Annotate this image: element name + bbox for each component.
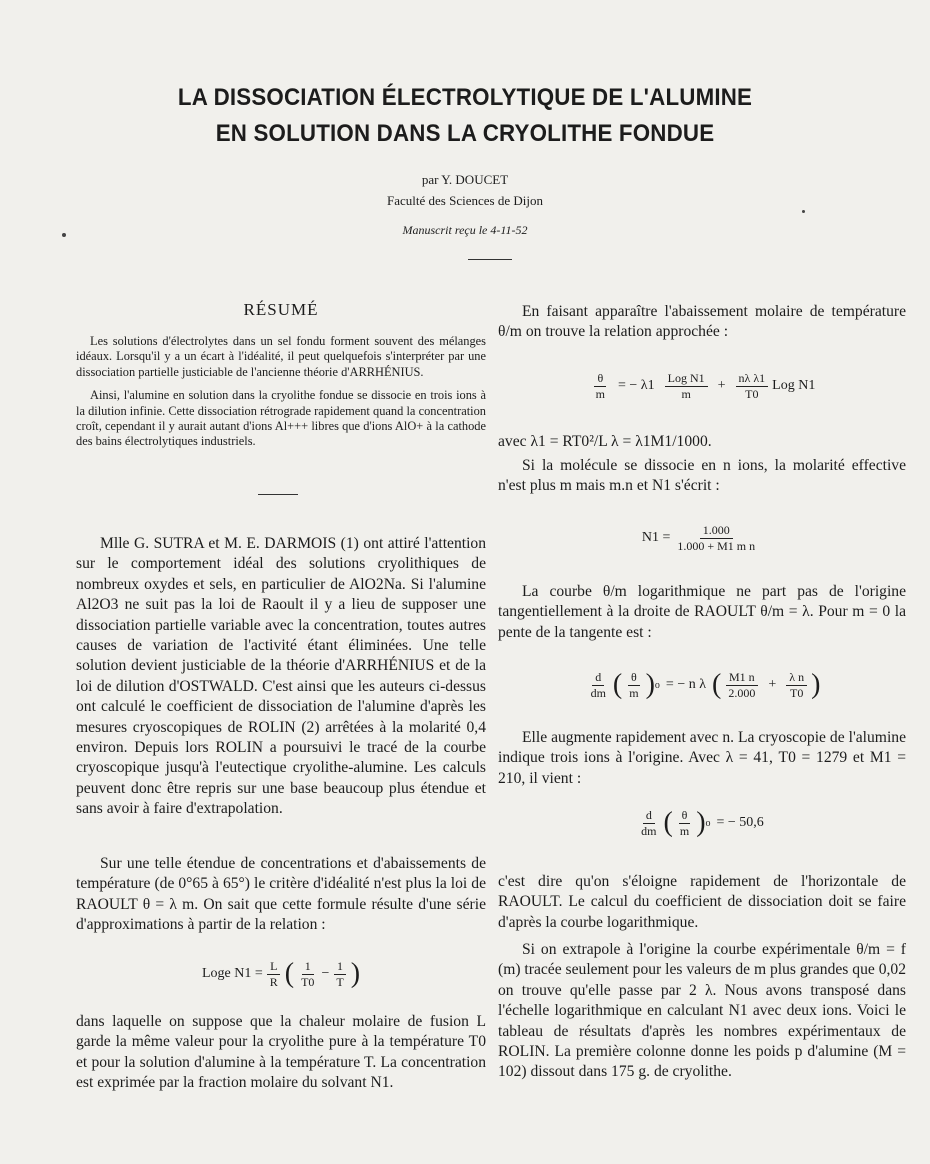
equation-molar-depression xyxy=(498,364,906,408)
eq5-paren-close: ) xyxy=(696,807,706,838)
equation-tangent-slope xyxy=(498,660,906,710)
eq5-d-num: d xyxy=(643,808,655,824)
eq5-fraction-d-dm xyxy=(638,808,659,839)
eq4-y-num: λ n xyxy=(786,670,807,686)
eq4-mid: = − n λ xyxy=(665,677,707,692)
eq4-x-num: M1 n xyxy=(726,670,758,686)
eq4-paren-open: ( xyxy=(612,669,623,700)
eq2-b-num: Log N1 xyxy=(665,371,708,387)
right-paragraph-1 xyxy=(498,302,906,343)
eq1-den: R xyxy=(269,974,278,989)
eq4-y-den: T0 xyxy=(789,685,804,700)
right-p6-text: c'est dire qu'on s'éloigne rapidement de l'horizontale de RAOULT. Le calcul du coefficient de dissociation doit se faire d'après la courbe logarithmique. xyxy=(498,873,906,931)
eq5-fraction-theta-m xyxy=(677,808,692,839)
eq4-fraction-m1n xyxy=(725,670,758,701)
right-paragraph-3 xyxy=(498,456,906,497)
eq4-subscript-zero: o xyxy=(654,679,660,691)
right-p4-text: La courbe θ/m logarithmique ne part pas de l'origine tangentiellement à la droite de RAOULT θ/m = λ. Pour m = 0 la pente de la tangente est : xyxy=(498,583,906,641)
title-line-2: EN SOLUTION DANS LA CRYOLITHE FONDUE xyxy=(215,120,715,147)
eq4-plus: + xyxy=(768,677,777,692)
title-divider xyxy=(468,259,512,260)
eq4-paren2-close: ) xyxy=(811,669,821,700)
resume-divider xyxy=(258,494,298,495)
left-paragraph-3 xyxy=(76,1012,486,1094)
right-p3-text: Si la molécule se dissocie en n ions, la molarité effective n'est plus m mais m.n et N1 s'écrit : xyxy=(498,457,906,495)
eq5-t-num: θ xyxy=(679,808,691,824)
equation-slope-value xyxy=(498,798,906,848)
equation-n1 xyxy=(498,516,906,560)
eq2-a-den: m xyxy=(595,386,606,401)
eq4-x-den: 2.000 xyxy=(728,685,756,700)
eq1-a-den: T0 xyxy=(301,974,315,989)
right-p5-text: Elle augmente rapidement avec n. La cryoscopie de l'alumine indique trois ions à l'origine. Avec λ = 41, T0 = 1279 et M1 = 210, il vient : xyxy=(498,729,906,787)
eq5-t-den: m xyxy=(679,823,690,838)
eq2-b-den: m xyxy=(681,386,691,401)
eq1-lhs: Loge N1 = xyxy=(201,966,263,981)
right-p1-text: En faisant apparaître l'abaissement molaire de température θ/m on trouve la relation approchée : xyxy=(498,303,906,341)
eq4-d-num: d xyxy=(592,670,604,686)
eq5-paren-open: ( xyxy=(663,807,673,838)
eq2-c-num: nλ λ1 xyxy=(736,371,769,387)
eq3-den: 1.000 + M1 m n xyxy=(677,538,756,553)
left-paragraph-2 xyxy=(76,854,486,936)
right-p7-text: Si on extrapole à l'origine la courbe expérimentale θ/m = f (m) tracée seulement pour les valeurs de m plus grandes que 0,02 on trouve qu'elle passe par 2 λ. Nous avons transposé dans l'échelle logarithmique en calculant N1 avec deux ions. Voici le tableau de résultats d'après les nombres expérimentaux de ROLIN. La première colonne donne les poids p d'alumine (M = 102) dissout dans 175 g. de cryolithe. xyxy=(498,941,906,1081)
right-paragraph-7 xyxy=(498,940,906,1083)
affiliation: Faculté des Sciences de Dijon xyxy=(387,193,543,208)
right-paragraph-4 xyxy=(498,582,906,643)
eq3-lhs: N1 = xyxy=(641,530,671,545)
equation-log-n1 xyxy=(76,952,486,996)
eq4-t-num: θ xyxy=(628,670,640,686)
eq1-paren-open: ( xyxy=(284,958,295,989)
resume-text xyxy=(76,334,486,450)
eq5-d-den: dm xyxy=(641,823,657,838)
eq5-rhs: = − 50,6 xyxy=(716,815,764,830)
right-paragraph-5 xyxy=(498,728,906,789)
resume-paragraph-2: Ainsi, l'alumine en solution dans la cryolithe fondue se dissocie en trois ions à la dilution infinie. Cette dissociation rétrograde rapidement quand la concentration croît, cependant il y aurait autant d'ions Al+++ libres que d'ions AlO+ à la cathode des bains électrolytiques industriels. xyxy=(76,388,486,449)
right-paragraph-6 xyxy=(498,872,906,933)
speck-mark xyxy=(62,233,66,237)
eq2-mid: = − λ1 xyxy=(618,378,655,393)
eq4-fraction-theta-m xyxy=(626,670,641,701)
resume-paragraph-1: Les solutions d'électrolytes dans un sel fondu forment souvent des mélanges idéaux. Lorsqu'il y a un écart à l'idéalité, il peut quelquefois s'interpréter par une dissociation partielle justiciable de l'ancienne théorie d'ARRHÉNIUS. xyxy=(76,334,486,379)
eq4-paren-close: ) xyxy=(645,669,655,700)
eq2-fraction-n-lambda xyxy=(736,371,769,402)
eq1-paren-close: ) xyxy=(350,958,361,989)
eq1-fraction-b xyxy=(333,959,346,990)
manuscript-date: Manuscrit reçu le 4-11-52 xyxy=(402,223,528,237)
eq1-fraction-a xyxy=(298,959,317,990)
eq5-subscript-zero: o xyxy=(705,817,711,829)
left-p1-text: Mlle G. SUTRA et M. E. DARMOIS (1) ont attiré l'attention sur le comportement idéal des solutions cryolithiques de nombreux oxydes et sels, en particulier de AlO2Na. Si l'alumine Al2O3 ne suit pas la loi de Raoult il y a lieu de supposer une dissociation partielle variable avec la concentration, toutes autres causes de variation de l'activité étant éliminées. Une telle solution devient justiciable de la théorie d'ARRHÉNIUS et de la loi de dilution d'OSTWALD. C'est ainsi que les auteurs ci-dessus ont calculé le coefficient de dissociation de l'alumine d'après les mesures cryoscopiques de ROLIN (2) arrêtées à la molarité 0,4 environ. Depuis lors ROLIN a poursuivi le tracé de la courbe cryoscopique jusqu'à l'eutectique cryolithe-alumine. Les calculs peuvent donc être repris sur une base beaucoup plus étendue et sans avoir à faire d'extrapolation. xyxy=(76,535,486,818)
speck-mark xyxy=(802,210,805,213)
eq2-c-den: T0 xyxy=(745,386,759,401)
eq1-fraction-l-r xyxy=(267,959,281,990)
eq4-fraction-d-dm xyxy=(588,670,609,701)
byline: par Y. DOUCET xyxy=(421,172,509,187)
eq4-t-den: m xyxy=(629,685,639,700)
right-paragraph-2 xyxy=(498,432,906,452)
eq2-tail: Log N1 xyxy=(772,378,816,393)
eq4-paren2-open: ( xyxy=(712,669,722,700)
resume-heading: RÉSUMÉ xyxy=(243,300,319,319)
eq2-fraction-log xyxy=(665,371,708,402)
eq1-b-den: T xyxy=(336,974,344,989)
eq3-num: 1.000 xyxy=(700,523,733,539)
eq1-b-num: 1 xyxy=(334,959,346,975)
title-line-1: LA DISSOCIATION ÉLECTROLYTIQUE DE L'ALUMINE xyxy=(177,84,753,111)
eq4-d-den: dm xyxy=(590,685,606,700)
left-paragraph-1 xyxy=(76,534,486,820)
left-p2-text: Sur une telle étendue de concentrations et d'abaissements de température (de 0°65 à 65°) le critère d'idéalité n'est plus la loi de RAOULT θ = λ m. On sait que cette formule résulte d'une série d'approximations à partir de la relation : xyxy=(76,855,486,934)
eq2-fraction-theta-m xyxy=(593,371,608,402)
eq1-minus: − xyxy=(321,966,330,981)
eq3-fraction xyxy=(674,523,758,554)
eq1-num: L xyxy=(267,959,280,975)
eq2-a-num: θ xyxy=(594,371,606,387)
right-p2-text: avec λ1 = RT0²/L λ = λ1M1/1000. xyxy=(498,433,712,450)
left-p3-text: dans laquelle on suppose que la chaleur molaire de fusion L garde la même valeur pour la cryolithe pure à la température T0 et pour la solution d'alumine à la température T. La concentration est exprimée par la fraction molaire du solvant N1. xyxy=(76,1013,486,1092)
eq2-plus: + xyxy=(717,378,726,393)
eq4-fraction-lambda-n xyxy=(786,670,807,701)
eq1-a-num: 1 xyxy=(302,959,314,975)
